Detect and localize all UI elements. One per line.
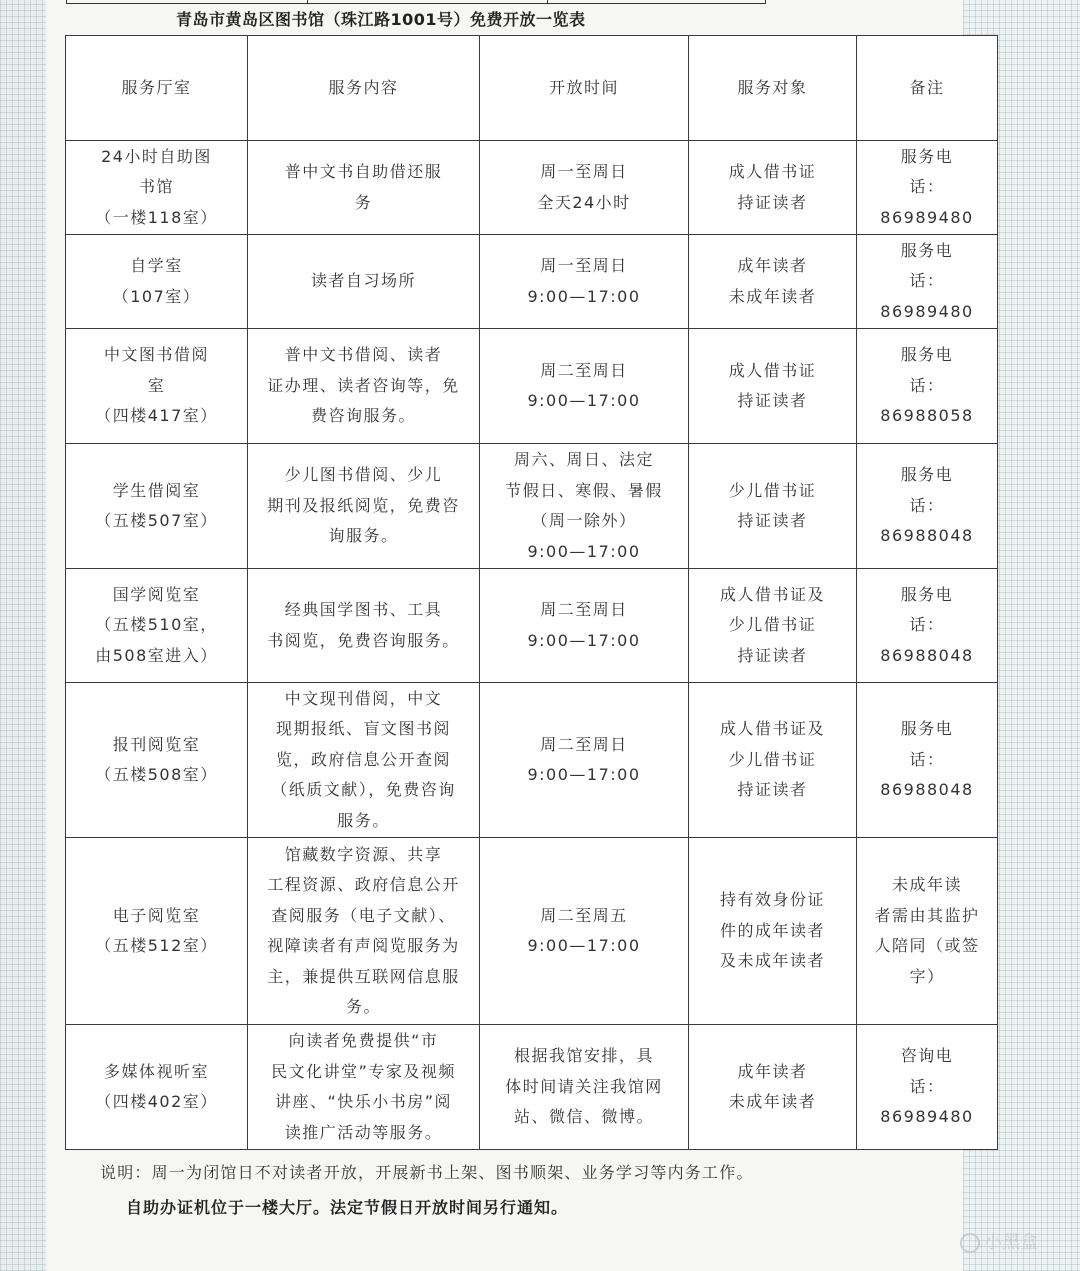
cell-note (857, 683, 998, 838)
cell-line: 书阅览，免费咨询服务。 (267, 630, 460, 650)
cell-note (857, 1025, 998, 1150)
cell-line: 读推广活动等服务。 (284, 1122, 443, 1142)
cell-line: 站、微信、微博。 (513, 1107, 654, 1127)
cell-line: 务。 (345, 997, 381, 1016)
cell-content (248, 235, 480, 329)
cell-line: 经典国学图书、工具 (284, 600, 443, 619)
cell-line: 体时间请关注我馆网 (505, 1076, 663, 1096)
schedule-table (65, 35, 998, 1150)
cell-content (248, 141, 480, 235)
cell-content (248, 683, 480, 838)
cell-line: 周二至周日 (540, 360, 628, 380)
cell-room (66, 329, 248, 444)
cell-line: 周一至周日 (540, 256, 628, 275)
cell-room (66, 569, 248, 683)
cell-line: 86988048 (880, 526, 974, 546)
cell-line: 周二至周日 (540, 734, 628, 754)
footnote-bold: 自助办证机位于一楼大厅。法定节假日开放时间另行通知。 (126, 1198, 569, 1217)
cell-line: 成人借书证及 (719, 719, 825, 739)
cell-line: （周一除外） (531, 511, 637, 530)
watermark-logo-icon (960, 1233, 980, 1253)
cell-line: 馆藏数字资源、共享 (284, 844, 443, 864)
table-row (66, 235, 998, 329)
cell-audience (689, 838, 857, 1025)
cell-line: 节假日、寒假、暑假 (505, 480, 663, 500)
footnote: 说明：周一为闭馆日不对读者开放，开展新书上架、图书顺架、业务学习等内务工作。 (100, 1163, 754, 1182)
cell-line: 未成年读者 (728, 286, 817, 306)
cell-line: 学生借阅室 (112, 480, 201, 500)
cell-line: 工程资源、政府信息公开 (267, 875, 460, 894)
cell-line: （四楼402室） (95, 1092, 218, 1111)
cell-content (248, 1025, 480, 1150)
cell-line: 话： (909, 1076, 945, 1096)
watermark (960, 1228, 1038, 1254)
cell-room (66, 141, 248, 235)
cell-line: 服务电 (900, 240, 954, 260)
cell-line: 件的成年读者 (719, 920, 825, 940)
cell-room (66, 683, 248, 838)
cell-line: 根据我馆安排，具 (513, 1046, 654, 1066)
cell-line: 86988048 (880, 780, 974, 800)
cell-line: （纸质文献），免费咨询 (271, 780, 456, 800)
cell-line: 未成年读者 (728, 1092, 817, 1111)
cell-hours (480, 683, 689, 838)
cell-line: 讲座、“快乐小书房”阅 (274, 1092, 453, 1111)
cell-line: 览，政府信息公开查阅 (275, 749, 451, 769)
cell-line: （一楼118室） (95, 207, 218, 227)
cell-line: 视障读者有声阅览服务为 (267, 936, 460, 955)
cell-line: 9:00—17:00 (527, 936, 641, 955)
cell-line: 查阅服务（电子文献）、 (271, 905, 456, 925)
cell-line: 24小时自助图 (101, 146, 212, 166)
cell-line: 成人借书证及 (719, 584, 825, 604)
cell-line: 话： (909, 749, 945, 769)
previous-table-divider (307, 0, 308, 4)
left-background-strip (0, 0, 46, 1271)
table-body (66, 141, 998, 1150)
table-row (66, 683, 998, 838)
cell-line: 多媒体视听室 (103, 1061, 209, 1081)
cell-line: 自学室 (130, 256, 183, 275)
cell-line: 成年读者 (737, 1061, 808, 1081)
cell-line: 费咨询服务。 (310, 406, 416, 426)
cell-line: 现期报纸、盲文图书阅 (275, 719, 451, 739)
cell-line: 成人借书证 (728, 360, 817, 380)
cell-audience (689, 141, 857, 235)
cell-note (857, 235, 998, 329)
cell-room (66, 838, 248, 1025)
cell-line: 服务电 (900, 345, 954, 365)
cell-line: 全天24小时 (537, 192, 631, 212)
cell-line: （五楼507室） (95, 511, 218, 530)
cell-room (66, 1025, 248, 1150)
cell-hours (480, 838, 689, 1025)
cell-line: 持证读者 (737, 645, 808, 665)
cell-content (248, 444, 480, 569)
cell-line: 86989480 (880, 207, 974, 227)
cell-line: 咨询电 (900, 1046, 954, 1066)
cell-line: 服务电 (900, 146, 954, 166)
cell-audience (689, 569, 857, 683)
cell-line: 书馆 (138, 177, 174, 197)
cell-line: 少儿借书证 (728, 615, 817, 635)
table-row (66, 444, 998, 569)
cell-line: 主，兼提供互联网信息服 (267, 966, 460, 986)
cell-line: 普中文书借阅、读者 (284, 345, 443, 365)
header-note: 备注 (857, 36, 998, 141)
cell-line: 服务。 (337, 810, 390, 830)
cell-note (857, 838, 998, 1025)
cell-line: 9:00—17:00 (527, 286, 641, 306)
cell-line: 9:00—17:00 (527, 541, 641, 561)
cell-hours (480, 235, 689, 329)
cell-line: （四楼417室） (95, 406, 218, 426)
cell-line: 读者自习场所 (310, 271, 416, 291)
cell-note (857, 569, 998, 683)
cell-line: 话： (909, 375, 945, 395)
cell-line: 向读者免费提供“市 (288, 1031, 439, 1050)
table-row (66, 569, 998, 683)
cell-line: 持证读者 (737, 511, 808, 530)
cell-line: 国学阅览室 (112, 584, 201, 604)
cell-line: 民文化讲堂”专家及视频 (271, 1061, 456, 1081)
cell-line: （107室） (112, 286, 201, 306)
cell-hours (480, 444, 689, 569)
cell-room (66, 235, 248, 329)
cell-line: 者需由其监护 (874, 905, 980, 925)
cell-line: 9:00—17:00 (527, 391, 641, 410)
cell-line: 持证读者 (737, 780, 808, 800)
cell-line: 服务电 (900, 465, 954, 485)
cell-line: 持证读者 (737, 192, 808, 212)
cell-line: 86988058 (880, 406, 974, 426)
cell-line: 86989480 (880, 301, 974, 321)
header-hours: 开放时间 (480, 36, 689, 141)
header-room: 服务厅室 (66, 36, 248, 141)
cell-audience (689, 683, 857, 838)
table-title: 青岛市黄岛区图书馆（珠江路1001号）免费开放一览表 (176, 10, 586, 29)
cell-room (66, 444, 248, 569)
cell-line: 服务电 (900, 719, 954, 739)
cell-line: 询服务。 (328, 526, 399, 546)
cell-note (857, 329, 998, 444)
cell-line: （五楼512室） (95, 936, 218, 955)
cell-line: 少儿借书证 (728, 749, 817, 769)
header-row (66, 36, 998, 141)
cell-note (857, 141, 998, 235)
cell-line: 中文图书借阅 (103, 345, 209, 365)
cell-content (248, 569, 480, 683)
cell-line: 少儿借书证 (728, 480, 817, 500)
table-row (66, 141, 998, 235)
cell-line: （五楼508室） (95, 765, 218, 784)
cell-line: 未成年读 (891, 875, 962, 894)
cell-hours (480, 141, 689, 235)
cell-audience (689, 329, 857, 444)
table-row (66, 838, 998, 1025)
cell-line: 电子阅览室 (112, 905, 201, 925)
cell-line: 证办理、读者咨询等，免 (267, 375, 460, 395)
cell-line: 话： (909, 271, 945, 291)
cell-line: 话： (909, 495, 945, 515)
cell-hours (480, 569, 689, 683)
cell-line: 9:00—17:00 (527, 765, 641, 784)
cell-line: 期刊及报纸阅览，免费咨 (267, 495, 460, 515)
cell-line: 人陪同（或签 (874, 936, 980, 955)
cell-line: 成年读者 (737, 256, 808, 275)
cell-hours (480, 1025, 689, 1150)
cell-audience (689, 1025, 857, 1150)
cell-hours (480, 329, 689, 444)
cell-line: 话： (909, 615, 945, 635)
cell-content (248, 838, 480, 1025)
cell-content (248, 329, 480, 444)
table-row (66, 329, 998, 444)
table-row (66, 1025, 998, 1150)
cell-line: 字） (909, 966, 945, 986)
cell-line: 周一至周日 (540, 162, 628, 181)
cell-line: 周二至周日 (540, 600, 628, 619)
cell-line: 86989480 (880, 1107, 974, 1127)
watermark-text: 小黑盒 (984, 1232, 1038, 1253)
cell-line: 9:00—17:00 (527, 630, 641, 650)
cell-audience (689, 444, 857, 569)
cell-audience (689, 235, 857, 329)
cell-line: 由508室进入） (95, 645, 218, 665)
cell-line: （五楼510室， (95, 615, 218, 635)
previous-table-bottom-edge (66, 0, 766, 4)
cell-line: 务 (354, 192, 373, 212)
previous-table-divider (547, 0, 548, 4)
cell-line: 持有效身份证 (719, 890, 825, 910)
cell-line: 服务电 (900, 584, 954, 604)
cell-line: 周六、周日、法定 (513, 450, 654, 469)
header-audience: 服务对象 (689, 36, 857, 141)
cell-line: 报刊阅览室 (112, 734, 201, 754)
cell-line: 少儿图书借阅、少儿 (284, 465, 443, 485)
cell-line: 普中文书自助借还服 (284, 162, 443, 181)
header-content: 服务内容 (248, 36, 480, 141)
cell-line: 成人借书证 (728, 162, 817, 181)
cell-line: 中文现刊借阅，中文 (284, 688, 443, 708)
cell-note (857, 444, 998, 569)
cell-line: 室 (147, 375, 166, 395)
cell-line: 持证读者 (737, 391, 808, 410)
cell-line: 86988048 (880, 645, 974, 665)
cell-line: 周二至周五 (540, 905, 628, 925)
cell-line: 话： (909, 177, 945, 197)
cell-line: 及未成年读者 (719, 951, 825, 971)
